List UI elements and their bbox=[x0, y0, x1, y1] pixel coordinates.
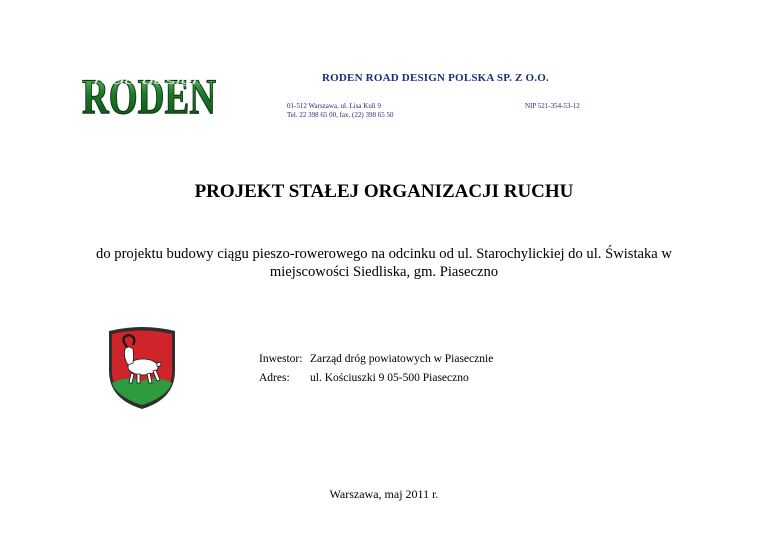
roden-logo bbox=[80, 70, 218, 118]
document-description bbox=[60, 245, 708, 281]
logo-wordmark: RODEN bbox=[82, 70, 216, 118]
investor-row bbox=[259, 353, 493, 365]
address-value: ul. Kościuszki 9 05-500 Piaseczno bbox=[310, 372, 469, 384]
company-nip: NIP 521-354-53-12 bbox=[525, 102, 580, 110]
company-address: 01-512 Warszawa, ul. Lisa Kuli 9 bbox=[287, 102, 381, 110]
company-phone-fax: Tel. 22 398 65 00, fax. (22) 398 65 50 bbox=[287, 111, 394, 119]
document-title: PROJEKT STAŁEJ ORGANIZACJI RUCHU bbox=[194, 181, 574, 202]
logo-subtext: road design bbox=[94, 76, 205, 87]
description-line-2: miejscowości Siedliska, gm. Piaseczno bbox=[269, 264, 499, 280]
investor-value: Zarząd dróg powiatowych w Piasecznie bbox=[310, 353, 494, 365]
company-name: RODEN ROAD DESIGN POLSKA SP. Z O.O. bbox=[322, 72, 549, 84]
piaseczno-crest-icon bbox=[103, 325, 181, 411]
description-line-1: do projektu budowy ciągu pieszo-rowerowego na odcinku od ul. Starochylickiej do ul. Świstaka w bbox=[96, 246, 672, 262]
place-date: Warszawa, maj 2011 r. bbox=[329, 487, 439, 501]
address-label: Adres: bbox=[259, 372, 290, 384]
investor-address-row bbox=[259, 372, 469, 384]
investor-label: Inwestor: bbox=[259, 353, 303, 365]
